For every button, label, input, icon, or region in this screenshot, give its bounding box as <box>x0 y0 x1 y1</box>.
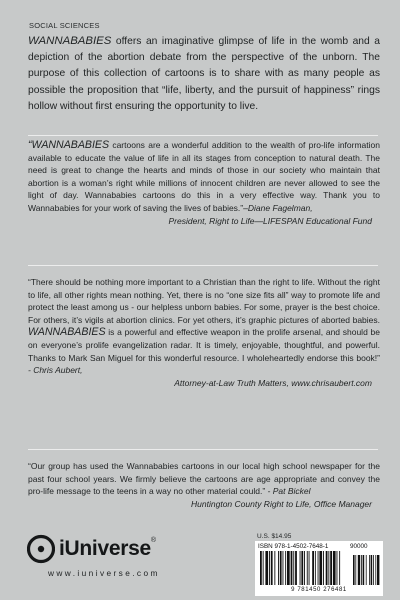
divider <box>28 449 378 450</box>
barcode-image <box>258 551 380 587</box>
quote-attribution: President, Right to Life—LIFESPAN Educational Fund <box>168 215 372 226</box>
quote-text: “There should be nothing more important to a Christian than the right to life. Without the right to life, all other rights mean nothing. Yet, there is no “one size fits all” way to promote life and protect the least among us - our helpless unborn babies. For some, prayer is the best choice. For others, it’s vigils at abortion clinics. For yet others, it’s graphic pictures of aborted babies. <box>28 277 380 325</box>
quote-author: - Pat Bickel <box>267 486 311 497</box>
quote-text: “Our group has used the Wannababies cartoons in our local high school newspaper for the past four school years. We firmly believe the cartoons are age appropriate and convey the pro-life message to the teens in a way no other material could.” <box>28 461 380 497</box>
quote-text: is a powerful and effective weapon in the prolife arsenal, and should be on everyone’s prolife evangelization radar. It is timely, enjoyable, thoughtful, and powerful. Thanks to Mark San Miguel for this wonderful resource. I wholeheartedly endorse this book!” <box>28 327 380 363</box>
addon-code: 90000 <box>350 543 368 550</box>
barcode-digits: 9 781450 276481 <box>291 587 347 593</box>
endorsement-quote <box>28 276 380 389</box>
quote-author: - Chris Aubert, <box>28 365 83 376</box>
quote-attribution: Huntington County Right to Life, Office Manager <box>191 498 372 509</box>
endorsement-quote <box>28 460 380 510</box>
divider <box>28 135 378 136</box>
intro-text: offers an imaginative glimpse of life in the womb and a depiction of the abortion debate from the perspective of the unborn. The purpose of this collection of cartoons is to share with as many people as possible the proposition that “life, liberty, and the pursuit of happiness” rings hollow without first ensuring the opportunity to live. <box>28 36 380 112</box>
publisher-logo <box>27 534 156 564</box>
publisher-url: www.iuniverse.com <box>48 568 160 578</box>
price-label: U.S. $14.95 <box>257 533 292 540</box>
intro-paragraph <box>28 33 380 115</box>
intro-brand: WANNABABIES <box>28 35 112 47</box>
quote-attribution: Attorney-at-Law Truth Matters, www.chrisaubert.com <box>174 377 372 388</box>
endorsement-quote <box>28 139 380 227</box>
isbn-barcode-block <box>255 541 383 596</box>
publisher-name: iUniverse <box>59 537 151 560</box>
quote-author: –Diane Fagelman, <box>243 202 313 213</box>
isbn-number <box>258 543 368 550</box>
isbn-text: ISBN 978-1-4502-7648-1 <box>258 543 329 550</box>
publisher-swirl-icon <box>27 534 55 564</box>
category-label: SOCIAL SCIENCES <box>29 21 100 30</box>
divider <box>28 265 378 266</box>
quote-brand: WANNABABIES <box>28 326 106 339</box>
quote-text: cartoons are a wonderful addition to the wealth of pro-life information available to educate the value of life in all its stages from conception to natural death. The need is great to change the hearts and minds of those in our society who maintain that abortion is a woman’s right while millions of innocent children are never allowed to see the light of day. Wannababies cartoons do this in a very effective way. Thank you to Wannababies for your work of saving the lives of babies.” <box>28 140 380 213</box>
registered-mark: ® <box>150 537 157 544</box>
quote-brand: “WANNABABIES <box>28 139 110 151</box>
